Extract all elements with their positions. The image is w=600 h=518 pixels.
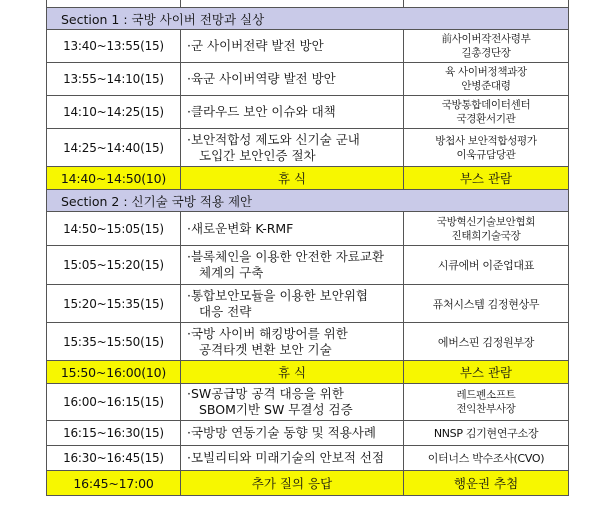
session-speaker	[404, 63, 569, 96]
break-activity: 부스 관람	[404, 361, 569, 384]
topic-line: ·국방 사이버 해킹방어를 위한	[187, 325, 348, 341]
session-row	[47, 63, 569, 96]
session-topic	[181, 30, 404, 63]
topic-line: ·블록체인을 이용한 안전한 자료교환	[187, 249, 385, 264]
session-topic	[181, 323, 404, 361]
session-row	[47, 384, 569, 421]
topic-line: 체계의 구축	[199, 265, 264, 280]
break-row	[47, 167, 569, 190]
closing-label: 추가 질의 응답	[181, 471, 404, 496]
session-topic	[181, 129, 404, 167]
topic-line: ·새로운변화 K-RMF	[187, 220, 294, 236]
speaker-org: 육 사이버정책과장	[445, 66, 527, 78]
topic-line: 공격타겟 변환 보안 기술	[199, 341, 332, 357]
session-topic	[181, 446, 404, 471]
break-label: 휴 식	[181, 167, 404, 190]
break-label: 휴 식	[181, 361, 404, 384]
topic-line: ·국방망 연동기술 동향 및 적용사례	[187, 425, 376, 440]
speaker-name: 안병준대령	[461, 80, 511, 92]
topic-line: ·SW공급망 공격 대응을 위한	[187, 386, 344, 401]
session-speaker: 퓨처시스템 김정현상무	[404, 285, 569, 323]
session-row	[47, 129, 569, 167]
closing-time: 16:45~17:00	[47, 471, 181, 496]
session-speaker	[404, 129, 569, 167]
session-topic	[181, 285, 404, 323]
speaker-org: 방첩사 보안적합성평가	[435, 134, 537, 147]
session-time: 15:35~15:50(15)	[47, 323, 181, 361]
session-time: 14:25~14:40(15)	[47, 129, 181, 167]
session-row	[47, 30, 569, 63]
topic-line: SBOM기반 SW 무결성 검증	[199, 402, 353, 417]
session-time: 15:20~15:35(15)	[47, 285, 181, 323]
session-row	[47, 446, 569, 471]
break-time: 15:50~16:00(10)	[47, 361, 181, 384]
section-1-header	[47, 8, 569, 30]
top-cut-row	[47, 0, 569, 8]
session-row	[47, 212, 569, 246]
session-row	[47, 285, 569, 323]
session-time: 14:50~15:05(15)	[47, 212, 181, 246]
speaker-org: 국방통합데이터센터	[441, 99, 531, 111]
break-activity: 부스 관람	[404, 167, 569, 190]
session-speaker	[404, 96, 569, 129]
closing-activity: 행운권 추첨	[404, 471, 569, 496]
session-time: 13:40~13:55(15)	[47, 30, 181, 63]
section-2-label: Section 2 : 신기술 국방 적용 제안	[47, 190, 569, 212]
session-speaker	[404, 212, 569, 246]
session-speaker: 이터너스 박수조사(CVO)	[404, 446, 569, 471]
section-2-header	[47, 190, 569, 212]
speaker-name: 전익찬부사장	[456, 403, 516, 415]
schedule-table	[46, 0, 569, 496]
session-row	[47, 246, 569, 285]
session-speaker	[404, 30, 569, 63]
session-topic	[181, 384, 404, 421]
topic-line: ·육군 사이버역량 발전 방안	[187, 71, 336, 86]
speaker-org: 레드펜소프트	[456, 389, 516, 401]
session-time: 16:00~16:15(15)	[47, 384, 181, 421]
session-time: 16:30~16:45(15)	[47, 446, 181, 471]
session-topic	[181, 246, 404, 285]
speaker-name: 국경환서기관	[456, 113, 516, 125]
top-cut-cell-3	[404, 0, 569, 8]
session-topic	[181, 212, 404, 246]
session-topic	[181, 63, 404, 96]
session-time: 15:05~15:20(15)	[47, 246, 181, 285]
top-cut-cell-1	[47, 0, 181, 8]
section-1-label: Section 1 : 국방 사이버 전망과 실상	[47, 8, 569, 30]
topic-line: ·보안적합성 제도와 신기술 군내	[187, 131, 360, 147]
speaker-name: 이욱규담당관	[456, 148, 516, 161]
topic-line: ·모빌리티와 미래기술의 안보적 선점	[187, 450, 385, 465]
session-speaker: 에버스핀 김정원부장	[404, 323, 569, 361]
speaker-org: 前사이버작전사령부	[441, 33, 531, 45]
session-time: 13:55~14:10(15)	[47, 63, 181, 96]
speaker-org: 국방혁신기술보안협회	[436, 215, 536, 228]
session-time: 14:10~14:25(15)	[47, 96, 181, 129]
session-speaker: 시큐에버 이준업대표	[404, 246, 569, 285]
top-cut-cell-2	[181, 0, 404, 8]
session-row	[47, 421, 569, 446]
session-topic	[181, 421, 404, 446]
topic-line: ·클라우드 보안 이슈와 대책	[187, 104, 336, 119]
topic-line: ·통합보안모듈을 이용한 보안위협	[187, 287, 368, 303]
session-row	[47, 96, 569, 129]
topic-line: 도입간 보안인증 절차	[199, 147, 316, 163]
speaker-name: 길총경단장	[461, 47, 511, 59]
session-topic	[181, 96, 404, 129]
break-time: 14:40~14:50(10)	[47, 167, 181, 190]
session-time: 16:15~16:30(15)	[47, 421, 181, 446]
break-row	[47, 361, 569, 384]
topic-line: 대응 전략	[199, 303, 252, 319]
topic-line: ·군 사이버전략 발전 방안	[187, 38, 324, 53]
closing-row	[47, 471, 569, 496]
session-speaker	[404, 384, 569, 421]
session-row	[47, 323, 569, 361]
speaker-name: 진태희기술국장	[451, 229, 521, 242]
session-speaker: NNSP 김기현연구소장	[404, 421, 569, 446]
